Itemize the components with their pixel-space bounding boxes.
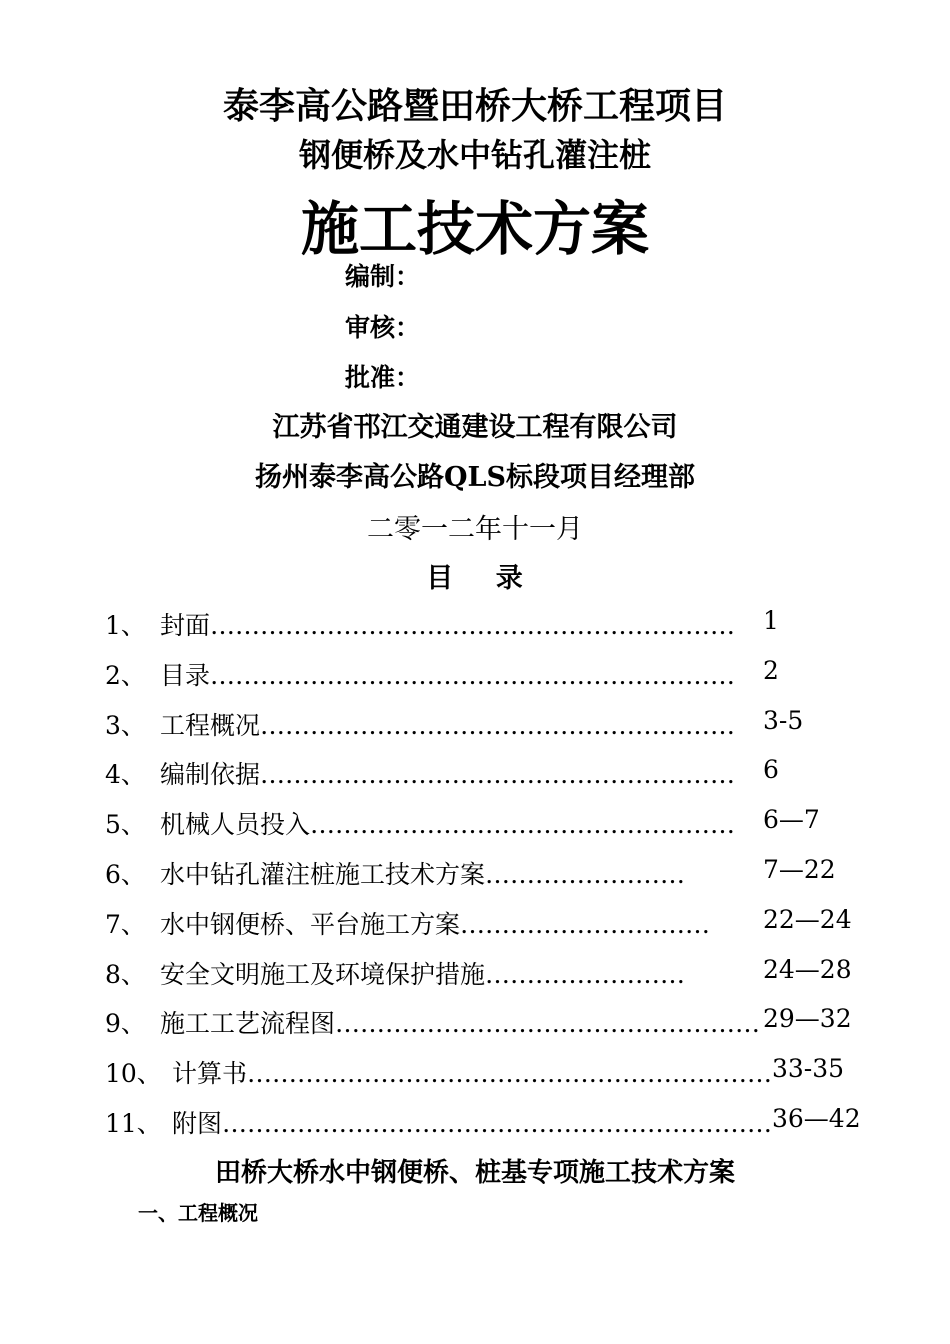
toc-item-page: 2 (763, 655, 779, 685)
toc-item (0, 755, 950, 795)
toc-item (0, 1004, 950, 1044)
toc-item (0, 855, 950, 895)
toc-item-title: 机械人员投入…………………………………………… (160, 810, 736, 840)
section-heading: 一、工程概况 (138, 1201, 258, 1225)
toc-item-title: 施工工艺流程图…………………………………………… (160, 1009, 761, 1039)
toc-item-page: 22—24 (763, 904, 852, 934)
toc-item (0, 656, 950, 696)
toc-title: 目 录 (426, 563, 524, 594)
toc-item-page: 6—7 (763, 805, 820, 835)
issue-date: 二零一二年十一月 (367, 514, 583, 545)
toc-item-number: 1、 (105, 611, 146, 640)
toc-item-title: 目录……………………………………………………… (160, 660, 736, 690)
toc-item (0, 1104, 950, 1144)
company-name: 江苏省邗江交通建设工程有限公司 (272, 412, 678, 443)
toc-item-title: 水中钻孔灌注桩施工技术方案…………………… (160, 860, 686, 889)
department-name: 扬州泰李高公路QLS标段项目经理部 (254, 462, 695, 493)
toc-item-number: 3、 (105, 710, 146, 740)
review-label: 审核： (345, 313, 421, 342)
toc-item-page: 29—32 (763, 1004, 852, 1034)
toc-item-number: 5、 (105, 810, 146, 840)
toc-item-page: 36—42 (772, 1104, 861, 1133)
toc-item (0, 1054, 950, 1094)
document-heading: 田桥大桥水中钢便桥、桩基专项施工技术方案 (214, 1158, 735, 1188)
toc-item-title: 编制依据………………………………………………… (160, 760, 736, 790)
compile-label: 编制： (345, 262, 421, 291)
toc-item-number: 10、 (105, 1059, 162, 1089)
toc-item (0, 706, 950, 746)
toc-item (0, 805, 950, 845)
toc-item-title: 工程概况………………………………………………… (160, 710, 736, 740)
title-line-2: 钢便桥及水中钻孔灌注桩 (298, 136, 651, 174)
toc-item-page: 6 (763, 755, 779, 785)
toc-item-title: 安全文明施工及环境保护措施…………………… (160, 959, 686, 989)
toc-item-page: 33-35 (772, 1054, 845, 1084)
toc-item-title: 计算书……………………………………………………… (172, 1059, 772, 1089)
toc-item-number: 9、 (105, 1009, 146, 1039)
toc-item-number: 2、 (105, 660, 146, 690)
toc-item-page: 3-5 (763, 705, 804, 735)
toc-item (0, 606, 950, 646)
toc-item (0, 955, 950, 995)
toc-item-number: 4、 (105, 760, 146, 790)
toc-item (0, 905, 950, 945)
toc-item-page: 7—22 (763, 855, 836, 884)
approve-label: 批准： (345, 363, 421, 392)
toc-item-title: 封面……………………………………………………… (160, 611, 736, 640)
toc-item-number: 11、 (105, 1109, 162, 1138)
title-line-1: 泰李高公路暨田桥大桥工程项目 (222, 85, 727, 127)
toc-item-number: 6、 (105, 860, 146, 889)
title-line-3: 施工技术方案 (300, 195, 649, 263)
toc-item-number: 7、 (105, 909, 146, 939)
toc-item-title: 水中钢便桥、平台施工方案………………………… (160, 909, 711, 939)
toc-item-number: 8、 (105, 959, 146, 989)
toc-item-title: 附图………………………………………………………… (172, 1109, 772, 1138)
toc-item-page: 1 (763, 606, 779, 635)
toc-item-page: 24—28 (763, 954, 852, 984)
